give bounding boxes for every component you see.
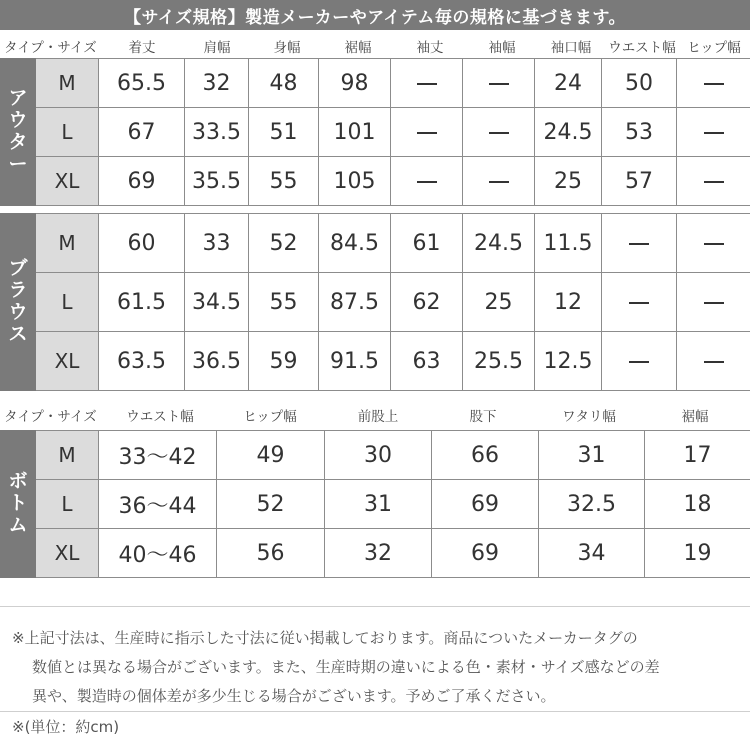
measurement-cell: 52 xyxy=(217,480,325,529)
category-text: ブ ラ ウ ス xyxy=(8,257,28,345)
measurement-cell: 49 xyxy=(217,431,325,480)
measurement-cell xyxy=(391,59,463,108)
dash-mark xyxy=(704,83,724,85)
measurement-cell: 63.5 xyxy=(99,332,185,391)
header-sleeve-length: 袖丈 xyxy=(416,40,444,56)
measurement-cell: 25.5 xyxy=(463,332,535,391)
measurement-cell: 59 xyxy=(249,332,319,391)
measurement-cell: 62 xyxy=(391,273,463,332)
header-waist-bottom: ウエスト幅 xyxy=(126,409,194,425)
size-label: XL xyxy=(36,332,99,391)
table-row xyxy=(1,59,750,108)
dash-mark xyxy=(704,302,724,304)
measurement-cell: 32 xyxy=(185,59,249,108)
bottom-header-row xyxy=(0,402,750,426)
dash-mark xyxy=(704,361,724,363)
measurement-cell: 17 xyxy=(645,431,750,480)
note-line-2: 数値とは異なる場合がございます。また、生産時期の違いによる色・素材・サイズ感などの差 xyxy=(32,658,660,676)
measurement-cell xyxy=(677,108,750,157)
measurement-cell: 52 xyxy=(249,214,319,273)
dash-mark xyxy=(704,181,724,183)
size-label: XL xyxy=(36,529,99,578)
dash-mark xyxy=(629,243,649,245)
measurement-cell: 61 xyxy=(391,214,463,273)
measurement-cell xyxy=(391,108,463,157)
header-hip: ヒップ幅 xyxy=(687,40,741,56)
category-text: ア ウ タ ー xyxy=(8,87,28,175)
dash-mark xyxy=(417,181,437,183)
table-row xyxy=(1,214,750,273)
measurement-cell: 57 xyxy=(602,157,677,206)
measurement-cell: 35.5 xyxy=(185,157,249,206)
blouse-size-table xyxy=(0,213,750,391)
measurement-cell: 65.5 xyxy=(99,59,185,108)
measurement-cell: 101 xyxy=(319,108,391,157)
header-front-rise: 前股上 xyxy=(357,409,399,425)
dash-mark xyxy=(704,243,724,245)
measurement-cell xyxy=(463,108,535,157)
category-label xyxy=(1,214,36,391)
measurement-cell: 55 xyxy=(249,157,319,206)
divider-unit xyxy=(0,711,750,712)
header-cuff-width: 袖口幅 xyxy=(550,40,592,56)
dash-mark xyxy=(489,181,509,183)
measurement-cell xyxy=(602,214,677,273)
measurement-cell: 32.5 xyxy=(539,480,645,529)
measurement-cell xyxy=(677,59,750,108)
unit-note: ※(単位：約cm) xyxy=(12,718,120,736)
measurement-cell: 25 xyxy=(463,273,535,332)
measurement-cell: 33.5 xyxy=(185,108,249,157)
measurement-cell: 33〜42 xyxy=(99,431,217,480)
measurement-cell: 69 xyxy=(432,529,539,578)
measurement-cell xyxy=(677,157,750,206)
dash-mark xyxy=(417,132,437,134)
header-body-width: 身幅 xyxy=(273,40,301,56)
measurement-cell: 36.5 xyxy=(185,332,249,391)
measurement-cell: 87.5 xyxy=(319,273,391,332)
category-label xyxy=(1,59,36,206)
category-text: ボ ト ム xyxy=(8,470,28,536)
measurement-cell: 69 xyxy=(432,480,539,529)
size-spec-banner: 【サイズ規格】製造メーカーやアイテム毎の規格に基づきます。 xyxy=(0,0,750,30)
table-row xyxy=(1,480,750,529)
header-sleeve-width: 袖幅 xyxy=(488,40,516,56)
table-row xyxy=(1,332,750,391)
measurement-cell: 24 xyxy=(535,59,602,108)
measurement-cell: 67 xyxy=(99,108,185,157)
header-type-size-bottom: タイプ・サイズ xyxy=(4,409,97,425)
table-row xyxy=(1,157,750,206)
table-row xyxy=(1,431,750,480)
measurement-cell: 61.5 xyxy=(99,273,185,332)
size-label: M xyxy=(36,431,99,480)
measurement-cell: 84.5 xyxy=(319,214,391,273)
bottom-size-table xyxy=(0,430,750,578)
dash-mark xyxy=(629,302,649,304)
table-row xyxy=(1,273,750,332)
measurement-cell: 25 xyxy=(535,157,602,206)
note-line-3: 異や、製造時の個体差が多少生じる場合がございます。予めご了承ください。 xyxy=(32,687,556,705)
header-length: 着丈 xyxy=(128,40,156,56)
measurement-cell: 48 xyxy=(249,59,319,108)
measurement-cell: 40〜46 xyxy=(99,529,217,578)
size-label: M xyxy=(36,59,99,108)
measurement-cell: 60 xyxy=(99,214,185,273)
measurement-cell xyxy=(602,273,677,332)
measurement-cell: 91.5 xyxy=(319,332,391,391)
measurement-cell: 56 xyxy=(217,529,325,578)
table-row xyxy=(1,108,750,157)
measurement-cell: 31 xyxy=(539,431,645,480)
table-row xyxy=(1,529,750,578)
dash-mark xyxy=(629,361,649,363)
measurement-cell: 12 xyxy=(535,273,602,332)
measurement-cell: 105 xyxy=(319,157,391,206)
measurement-cell: 33 xyxy=(185,214,249,273)
measurement-cell xyxy=(677,332,750,391)
size-label: L xyxy=(36,273,99,332)
dash-mark xyxy=(489,83,509,85)
measurement-cell xyxy=(602,332,677,391)
measurement-cell xyxy=(391,157,463,206)
header-waist: ウエスト幅 xyxy=(608,40,676,56)
measurement-cell: 51 xyxy=(249,108,319,157)
size-label: M xyxy=(36,214,99,273)
dash-mark xyxy=(704,132,724,134)
measurement-cell: 12.5 xyxy=(535,332,602,391)
measurement-cell: 53 xyxy=(602,108,677,157)
header-inseam: 股下 xyxy=(469,409,497,425)
measurement-cell xyxy=(677,273,750,332)
divider xyxy=(0,606,750,607)
header-hem-bottom: 裾幅 xyxy=(681,409,709,425)
measurement-cell xyxy=(463,157,535,206)
measurement-cell: 34.5 xyxy=(185,273,249,332)
measurement-cell: 31 xyxy=(325,480,432,529)
measurement-cell xyxy=(463,59,535,108)
measurement-cell: 18 xyxy=(645,480,750,529)
note-line-1: ※上記寸法は、生産時に指示した寸法に従い掲載しております。商品についたメーカータグの xyxy=(12,629,638,647)
header-type-size: タイプ・サイズ xyxy=(4,40,97,56)
measurement-cell: 32 xyxy=(325,529,432,578)
header-hem-width: 裾幅 xyxy=(344,40,372,56)
size-label: XL xyxy=(36,157,99,206)
measurement-cell xyxy=(677,214,750,273)
category-label xyxy=(1,431,36,578)
measurement-cell: 11.5 xyxy=(535,214,602,273)
measurement-cell: 69 xyxy=(99,157,185,206)
measurement-cell: 50 xyxy=(602,59,677,108)
notes-text xyxy=(12,624,740,711)
size-label: L xyxy=(36,108,99,157)
measurement-cell: 66 xyxy=(432,431,539,480)
measurement-cell: 19 xyxy=(645,529,750,578)
measurement-cell: 55 xyxy=(249,273,319,332)
measurement-cell: 98 xyxy=(319,59,391,108)
measurement-cell: 30 xyxy=(325,431,432,480)
measurement-cell: 63 xyxy=(391,332,463,391)
header-hip-bottom: ヒップ幅 xyxy=(243,409,297,425)
outer-size-table xyxy=(0,58,750,206)
dash-mark xyxy=(417,83,437,85)
measurement-cell: 34 xyxy=(539,529,645,578)
header-thigh-width: ワタリ幅 xyxy=(562,409,616,425)
size-label: L xyxy=(36,480,99,529)
tops-header-row xyxy=(0,33,750,57)
header-shoulder: 肩幅 xyxy=(203,40,231,56)
dash-mark xyxy=(489,132,509,134)
measurement-cell: 24.5 xyxy=(535,108,602,157)
measurement-cell: 36〜44 xyxy=(99,480,217,529)
measurement-cell: 24.5 xyxy=(463,214,535,273)
